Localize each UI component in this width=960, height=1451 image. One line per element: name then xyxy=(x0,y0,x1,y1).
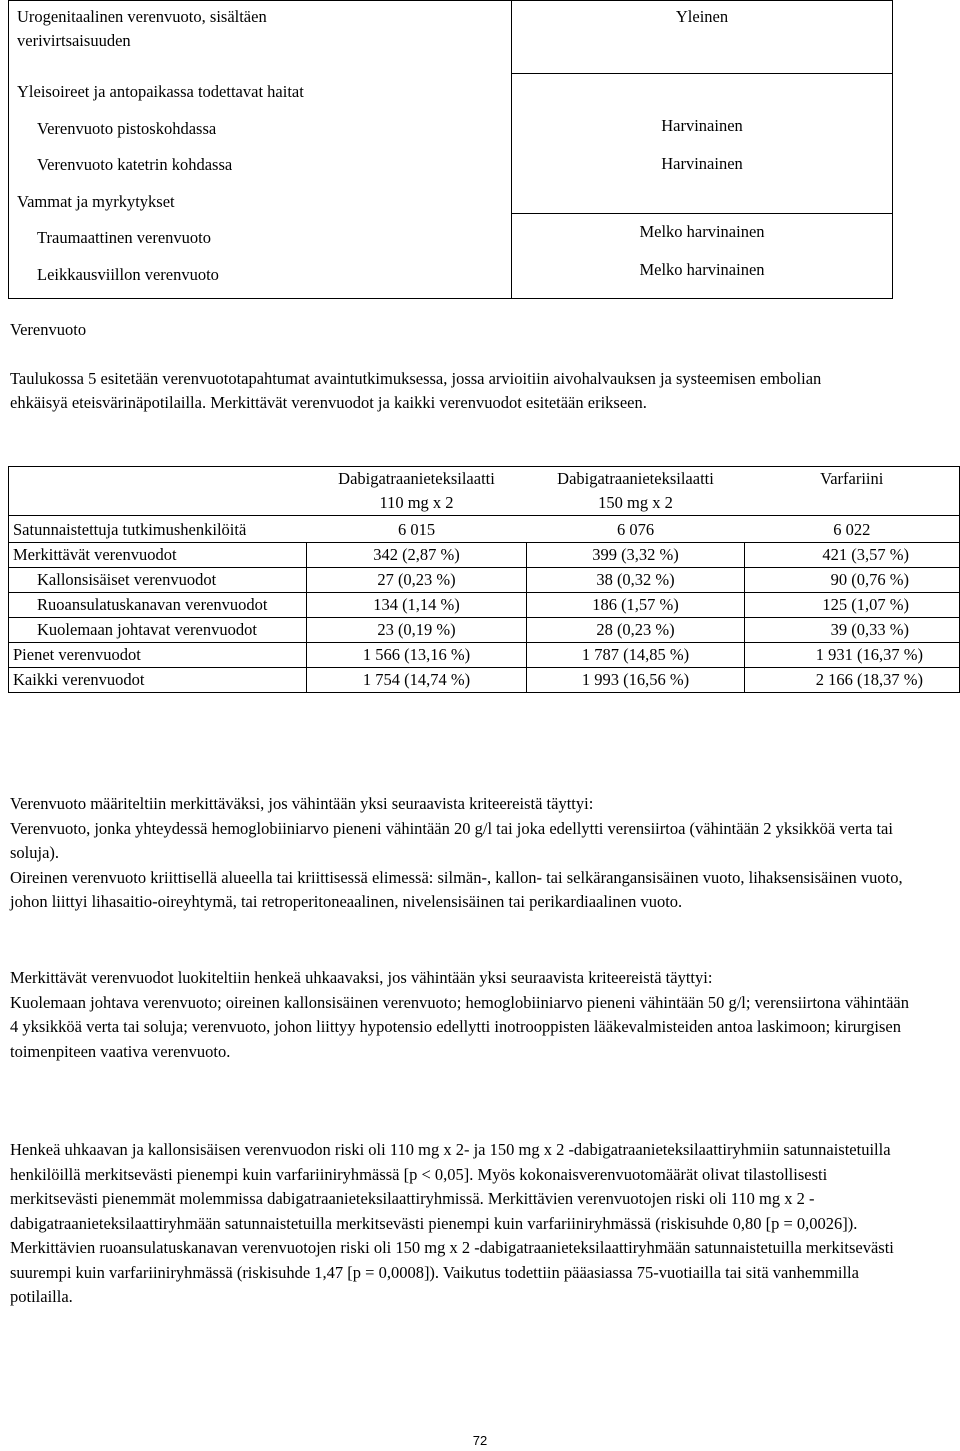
table1-row-label: Traumaattinen verenvuoto xyxy=(37,228,211,248)
life-threatening-definition xyxy=(10,966,910,1064)
column-header-dose: 150 mg x 2 xyxy=(598,493,673,512)
paragraph-line: Verenvuoto määriteltiin merkittäväksi, jos vähintään yksi seuraavista kriteereistä täyttyi: xyxy=(10,794,594,813)
cell-dabigatran-110: 23 (0,19 %) xyxy=(307,618,527,643)
adverse-effects-frequencies xyxy=(512,1,893,299)
table-row xyxy=(9,643,960,668)
cell-dabigatran-110: 27 (0,23 %) xyxy=(307,568,527,593)
cell-warfarin: 421 (3,57 %) xyxy=(745,543,960,568)
column-header-dose: 110 mg x 2 xyxy=(379,493,454,512)
table1-row-label: Verenvuoto pistoskohdassa xyxy=(37,118,217,138)
cell-dabigatran-150: 28 (0,23 %) xyxy=(527,618,745,643)
cell-warfarin: 2 166 (18,37 %) xyxy=(745,668,960,693)
adverse-effects-labels xyxy=(9,1,512,299)
table-row xyxy=(9,593,960,618)
table1-row-label: Leikkausviillon verenvuoto xyxy=(37,264,219,284)
cell-dabigatran-110: 134 (1,14 %) xyxy=(307,593,527,618)
table-row xyxy=(9,668,960,693)
row-label: Satunnaistettuja tutkimushenkilöitä xyxy=(9,516,307,543)
major-bleeding-definition xyxy=(10,792,910,915)
cell-warfarin: 6 022 xyxy=(745,516,960,543)
cell-warfarin: 1 931 (16,37 %) xyxy=(745,643,960,668)
cell-dabigatran-150: 186 (1,57 %) xyxy=(527,593,745,618)
column-header-label: Varfariini xyxy=(820,469,884,488)
cell-dabigatran-110: 6 015 xyxy=(307,516,527,543)
page-number: 72 xyxy=(472,1433,488,1448)
cell-dabigatran-150: 6 076 xyxy=(527,516,745,543)
cell-dabigatran-110: 1 566 (13,16 %) xyxy=(307,643,527,668)
table1-row-value xyxy=(512,74,892,110)
table-row xyxy=(9,618,960,643)
cell-warfarin: 39 (0,33 %) xyxy=(745,618,960,643)
column-header-warfarin xyxy=(745,467,960,516)
cell-dabigatran-110: 342 (2,87 %) xyxy=(307,543,527,568)
cell-warfarin: 125 (1,07 %) xyxy=(745,593,960,618)
table1-row-value: Harvinainen xyxy=(661,116,743,135)
table1-row-value: Harvinainen xyxy=(661,154,743,173)
column-header-dabigatran-150 xyxy=(527,467,745,516)
row-label: Kallonsisäiset verenvuodot xyxy=(9,568,307,593)
column-header-dabigatran-110 xyxy=(307,467,527,516)
table-header-empty xyxy=(9,467,307,516)
table1-row-label: Vammat ja myrkytykset xyxy=(17,191,175,211)
intro-paragraph: Taulukossa 5 esitetään verenvuototapahtumat avaintutkimuksessa, jossa arvioitiin aivohalvauksen ja systeemisen embolian ehkäisyä eteisvärinäpotilailla. Merkittävät verenvuodot ja kaikki verenvuodot esitetään erikseen. xyxy=(10,369,822,412)
row-label: Ruoansulatuskanavan verenvuodot xyxy=(9,593,307,618)
table1-row-value: Melko harvinainen xyxy=(639,222,765,241)
cell-dabigatran-150: 38 (0,32 %) xyxy=(527,568,745,593)
table-row xyxy=(9,568,960,593)
cell-dabigatran-150: 1 993 (16,56 %) xyxy=(527,668,745,693)
column-header-label: Dabigatraanieteksilaatti xyxy=(557,469,714,488)
column-header-label: Dabigatraanieteksilaatti xyxy=(338,469,495,488)
row-label: Merkittävät verenvuodot xyxy=(9,543,307,568)
table-row xyxy=(9,516,960,543)
table1-row-label: Yleisoireet ja antopaikassa todettavat haitat xyxy=(17,82,304,101)
paragraph-line: Merkittävät verenvuodot luokiteltiin henkeä uhkaavaksi, jos vähintään yksi seuraavista kriteereistä täyttyi: xyxy=(10,968,713,987)
row-label: Kuolemaan johtavat verenvuodot xyxy=(9,618,307,643)
row-label: Kaikki verenvuodot xyxy=(9,668,307,693)
table1-row-value: Melko harvinainen xyxy=(639,260,765,279)
table1-row-value xyxy=(512,182,892,214)
bleeding-events-table xyxy=(8,466,960,693)
table1-row-value: Yleinen xyxy=(512,1,892,74)
section-title: Verenvuoto xyxy=(10,320,87,339)
table-row xyxy=(9,543,960,568)
row-label: Pienet verenvuodot xyxy=(9,643,307,668)
table1-row-label: Verenvuoto katetrin kohdassa xyxy=(37,155,233,175)
cell-warfarin: 90 (0,76 %) xyxy=(745,568,960,593)
risk-summary-paragraph: Henkeä uhkaavan ja kallonsisäisen verenvuodon riski oli 110 mg x 2- ja 150 mg x 2 -dabigatraanieteksilaattiryhmiin satunnaistetuilla henkilöillä merkitsevästi pienempi kuin varfariiniryhmässä [p < 0,05]. Myös kokonaisverenvuotomäärät olivat tilastollisesti merkitsevästi pienemmät molemmissa dabigatraanieteksilaattiryhmissä. Merkittävien verenvuotojen riski oli 110 mg x 2 -dabigatraanieteksilaattiryhmään satunnaistetuilla merkitsevästi pienempi kuin varfariiniryhmässä (riskisuhde 0,80 [p = 0,0026]). Merkittävien ruoansulatuskanavan verenvuotojen riski oli 150 mg x 2 -dabigatraanieteksilaattiryhmään satunnaistetuilla merkitsevästi suurempi kuin varfariiniryhmässä (riskisuhde 1,47 [p = 0,0008]). Vaikutus todettiin pääasiassa 75-vuotiailla tai sitä vanhemmilla potilailla. xyxy=(10,1140,894,1306)
cell-dabigatran-150: 399 (3,32 %) xyxy=(527,543,745,568)
table-header-row xyxy=(9,467,960,516)
adverse-effects-table xyxy=(8,0,893,299)
table1-row-label: Urogenitaalinen verenvuoto, sisältäen verivirtsaisuuden xyxy=(17,7,267,50)
paragraph-line: Verenvuoto, jonka yhteydessä hemoglobiiniarvo pieneni vähintään 20 g/l tai joka edellytti verensiirtoa (vähintään 2 yksikköä verta tai soluja). xyxy=(10,818,893,862)
paragraph-line: Kuolemaan johtava verenvuoto; oireinen kallonsisäinen verenvuoto; hemoglobiiniarvo pieneni vähintään 50 g/l; verensiirtona vähintään 4 yksikköä verta tai soluja; verenvuoto, johon liittyy hypotensio edellytti inotrooppisten lääkevalmisteiden antoa laskimoon; kirurgisen toimenpiteen vaativa verenvuoto. xyxy=(10,992,909,1061)
paragraph-line: Oireinen verenvuoto kriittisellä alueella tai kriittisessä elimessä: silmän-, kallon- tai selkärangansisäinen vuoto, lihaksensisäinen vuoto, johon liittyi lihasaitio-oireyhtymä, tai retroperitoneaalinen, nivelensisäinen tai perikardiaalinen vuoto. xyxy=(10,867,903,911)
cell-dabigatran-110: 1 754 (14,74 %) xyxy=(307,668,527,693)
cell-dabigatran-150: 1 787 (14,85 %) xyxy=(527,643,745,668)
